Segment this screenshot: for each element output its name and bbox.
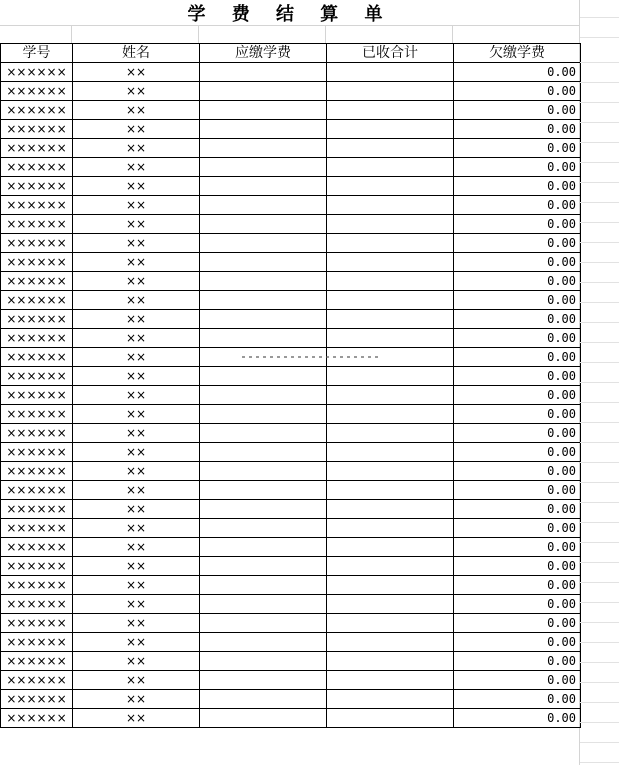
fee-due-cell[interactable] <box>200 120 327 139</box>
total-received-cell[interactable] <box>327 652 454 671</box>
fee-due-cell[interactable] <box>200 101 327 120</box>
student-id-cell[interactable]: ×××××× <box>1 272 73 291</box>
student-id-cell[interactable]: ×××××× <box>1 671 73 690</box>
name-cell[interactable]: ×× <box>73 63 200 82</box>
table-row <box>1 367 581 386</box>
total-received-cell[interactable] <box>327 82 454 101</box>
fee-owed-cell[interactable]: 0.00 <box>454 709 581 728</box>
name-cell[interactable]: ×× <box>73 652 200 671</box>
fee-owed-cell[interactable]: 0.00 <box>454 196 581 215</box>
name-cell[interactable]: ×× <box>73 405 200 424</box>
name-cell[interactable]: ×× <box>73 253 200 272</box>
name-cell[interactable]: ×× <box>73 500 200 519</box>
total-received-cell[interactable] <box>327 500 454 519</box>
fee-due-cell[interactable] <box>200 652 327 671</box>
fee-due-cell[interactable] <box>200 82 327 101</box>
fee-owed-cell[interactable]: 0.00 <box>454 652 581 671</box>
student-id-cell[interactable]: ×××××× <box>1 424 73 443</box>
fee-owed-cell[interactable]: 0.00 <box>454 424 581 443</box>
total-received-cell[interactable] <box>327 120 454 139</box>
total-received-cell[interactable] <box>327 633 454 652</box>
total-received-cell[interactable] <box>327 234 454 253</box>
student-id-cell[interactable]: ×××××× <box>1 177 73 196</box>
student-id-cell[interactable]: ×××××× <box>1 101 73 120</box>
student-id-cell[interactable]: ×××××× <box>1 614 73 633</box>
name-cell[interactable]: ×× <box>73 443 200 462</box>
fee-owed-cell[interactable]: 0.00 <box>454 253 581 272</box>
name-cell[interactable]: ×× <box>73 576 200 595</box>
total-received-cell[interactable] <box>327 177 454 196</box>
student-id-cell[interactable]: ×××××× <box>1 443 73 462</box>
total-received-cell[interactable] <box>327 443 454 462</box>
name-cell[interactable]: ×× <box>73 424 200 443</box>
student-id-cell[interactable]: ×××××× <box>1 462 73 481</box>
name-cell[interactable]: ×× <box>73 614 200 633</box>
name-cell[interactable]: ×× <box>73 215 200 234</box>
table-row <box>1 120 581 139</box>
fee-due-cell[interactable] <box>200 386 327 405</box>
name-cell[interactable]: ×× <box>73 690 200 709</box>
fee-owed-cell[interactable]: 0.00 <box>454 405 581 424</box>
fee-owed-cell[interactable]: 0.00 <box>454 443 581 462</box>
name-cell[interactable]: ×× <box>73 595 200 614</box>
fee-due-cell[interactable] <box>200 443 327 462</box>
fee-due-cell[interactable] <box>200 234 327 253</box>
blank-row <box>0 25 580 43</box>
table-row <box>1 215 581 234</box>
name-cell[interactable]: ×× <box>73 329 200 348</box>
student-id-cell[interactable]: ×××××× <box>1 557 73 576</box>
column-header-fee-owed[interactable]: 欠缴学费 <box>454 44 581 63</box>
fee-due-cell[interactable] <box>200 310 327 329</box>
fee-owed-cell[interactable]: 0.00 <box>454 63 581 82</box>
student-id-cell[interactable]: ×××××× <box>1 158 73 177</box>
table-row <box>1 709 581 728</box>
fee-owed-cell[interactable]: 0.00 <box>454 139 581 158</box>
total-received-cell[interactable] <box>327 310 454 329</box>
fee-due-cell[interactable] <box>200 481 327 500</box>
total-received-cell[interactable] <box>327 272 454 291</box>
total-received-cell[interactable] <box>327 101 454 120</box>
student-id-cell[interactable]: ×××××× <box>1 367 73 386</box>
column-header-fee-due[interactable]: 应缴学费 <box>200 44 327 63</box>
total-received-cell[interactable] <box>327 196 454 215</box>
table-row <box>1 462 581 481</box>
student-id-cell[interactable]: ×××××× <box>1 633 73 652</box>
table-row <box>1 443 581 462</box>
fee-due-cell[interactable] <box>200 709 327 728</box>
table-row <box>1 139 581 158</box>
table-row <box>1 424 581 443</box>
table-row <box>1 633 581 652</box>
total-received-cell[interactable] <box>327 63 454 82</box>
name-cell[interactable]: ×× <box>73 177 200 196</box>
fee-due-cell[interactable] <box>200 196 327 215</box>
total-received-cell[interactable] <box>327 329 454 348</box>
student-id-cell[interactable]: ×××××× <box>1 481 73 500</box>
table-row <box>1 82 581 101</box>
total-received-cell[interactable] <box>327 158 454 177</box>
fee-owed-cell[interactable]: 0.00 <box>454 671 581 690</box>
fee-owed-cell[interactable]: 0.00 <box>454 595 581 614</box>
fee-owed-cell[interactable]: 0.00 <box>454 291 581 310</box>
student-id-cell[interactable]: ×××××× <box>1 709 73 728</box>
column-header-name[interactable]: 姓名 <box>73 44 200 63</box>
name-cell[interactable]: ×× <box>73 519 200 538</box>
table-row <box>1 405 581 424</box>
name-cell[interactable]: ×× <box>73 481 200 500</box>
fee-due-cell[interactable] <box>200 538 327 557</box>
name-cell[interactable]: ×× <box>73 234 200 253</box>
table-row <box>1 519 581 538</box>
student-id-cell[interactable]: ×××××× <box>1 234 73 253</box>
name-cell[interactable]: ×× <box>73 386 200 405</box>
fee-owed-cell[interactable]: 0.00 <box>454 215 581 234</box>
table-row <box>1 595 581 614</box>
total-received-cell[interactable] <box>327 690 454 709</box>
fee-due-cell[interactable] <box>200 329 327 348</box>
fee-due-cell[interactable] <box>200 557 327 576</box>
fee-due-cell[interactable] <box>200 595 327 614</box>
fee-due-cell[interactable] <box>200 139 327 158</box>
total-received-cell[interactable] <box>327 291 454 310</box>
fee-due-cell[interactable] <box>200 462 327 481</box>
table-row <box>1 671 581 690</box>
fee-due-cell[interactable] <box>200 367 327 386</box>
name-cell[interactable]: ×× <box>73 272 200 291</box>
table-row <box>1 481 581 500</box>
name-cell[interactable]: ×× <box>73 538 200 557</box>
fee-due-cell[interactable] <box>200 272 327 291</box>
name-cell[interactable]: ×× <box>73 101 200 120</box>
table-row <box>1 63 581 82</box>
table-row <box>1 576 581 595</box>
name-cell[interactable]: ×× <box>73 557 200 576</box>
fee-owed-cell[interactable]: 0.00 <box>454 177 581 196</box>
table-row <box>1 310 581 329</box>
name-cell[interactable]: ×× <box>73 367 200 386</box>
student-id-cell[interactable]: ×××××× <box>1 120 73 139</box>
total-received-cell[interactable] <box>327 253 454 272</box>
student-id-cell[interactable]: ×××××× <box>1 595 73 614</box>
fee-owed-cell[interactable]: 0.00 <box>454 234 581 253</box>
table-row <box>1 101 581 120</box>
total-received-cell[interactable] <box>327 557 454 576</box>
fee-owed-cell[interactable]: 0.00 <box>454 500 581 519</box>
student-id-cell[interactable]: ×××××× <box>1 405 73 424</box>
table-row <box>1 500 581 519</box>
fee-due-cell[interactable] <box>200 500 327 519</box>
name-cell[interactable]: ×× <box>73 139 200 158</box>
table-row <box>1 177 581 196</box>
fee-owed-cell[interactable]: 0.00 <box>454 120 581 139</box>
student-id-cell[interactable]: ×××××× <box>1 652 73 671</box>
student-id-cell[interactable]: ×××××× <box>1 291 73 310</box>
fee-owed-cell[interactable]: 0.00 <box>454 329 581 348</box>
name-cell[interactable]: ×× <box>73 158 200 177</box>
name-cell[interactable]: ×× <box>73 633 200 652</box>
fee-due-cell[interactable] <box>200 671 327 690</box>
student-id-cell[interactable]: ×××××× <box>1 519 73 538</box>
column-header-student-id[interactable]: 学号 <box>1 44 73 63</box>
fee-owed-cell[interactable]: 0.00 <box>454 158 581 177</box>
name-cell[interactable]: ×× <box>73 671 200 690</box>
blank-cell[interactable] <box>326 25 453 43</box>
table-body <box>1 63 581 728</box>
fee-owed-cell[interactable]: 0.00 <box>454 614 581 633</box>
table-row <box>1 253 581 272</box>
fee-due-cell[interactable] <box>200 405 327 424</box>
student-id-cell[interactable]: ×××××× <box>1 329 73 348</box>
fee-owed-cell[interactable]: 0.00 <box>454 690 581 709</box>
fee-owed-cell[interactable]: 0.00 <box>454 272 581 291</box>
column-header-total-received[interactable]: 已收合计 <box>327 44 454 63</box>
fee-due-cell[interactable] <box>200 158 327 177</box>
table-row <box>1 158 581 177</box>
fee-due-cell[interactable] <box>200 291 327 310</box>
blank-cell[interactable] <box>453 25 580 43</box>
fee-due-cell[interactable] <box>200 177 327 196</box>
total-received-cell[interactable] <box>327 709 454 728</box>
total-received-cell[interactable] <box>327 576 454 595</box>
table-row <box>1 614 581 633</box>
total-received-cell[interactable] <box>327 671 454 690</box>
name-cell[interactable]: ×× <box>73 120 200 139</box>
fee-owed-cell[interactable]: 0.00 <box>454 557 581 576</box>
fee-owed-cell[interactable]: 0.00 <box>454 386 581 405</box>
fee-due-cell[interactable] <box>200 519 327 538</box>
name-cell[interactable]: ×× <box>73 196 200 215</box>
fee-owed-cell[interactable]: 0.00 <box>454 367 581 386</box>
fee-owed-cell[interactable]: 0.00 <box>454 576 581 595</box>
total-received-cell[interactable] <box>327 215 454 234</box>
fee-owed-cell[interactable]: 0.00 <box>454 519 581 538</box>
table-row <box>1 329 581 348</box>
fee-due-cell[interactable] <box>200 614 327 633</box>
table-row <box>1 196 581 215</box>
fee-due-cell[interactable] <box>200 253 327 272</box>
fee-owed-cell[interactable]: 0.00 <box>454 462 581 481</box>
total-received-cell[interactable] <box>327 519 454 538</box>
total-received-cell[interactable] <box>327 595 454 614</box>
student-id-cell[interactable]: ×××××× <box>1 348 73 367</box>
fee-due-cell[interactable] <box>200 63 327 82</box>
name-cell[interactable]: ×× <box>73 462 200 481</box>
blank-cell[interactable] <box>72 25 199 43</box>
total-received-cell[interactable] <box>327 538 454 557</box>
name-cell[interactable]: ×× <box>73 709 200 728</box>
total-received-cell[interactable] <box>327 367 454 386</box>
student-id-cell[interactable]: ×××××× <box>1 386 73 405</box>
fee-owed-cell[interactable]: 0.00 <box>454 101 581 120</box>
name-cell[interactable]: ×× <box>73 82 200 101</box>
student-id-cell[interactable]: ×××××× <box>1 139 73 158</box>
total-received-cell[interactable] <box>327 424 454 443</box>
total-received-cell[interactable] <box>327 405 454 424</box>
table-row <box>1 652 581 671</box>
student-id-cell[interactable]: ×××××× <box>1 196 73 215</box>
student-id-cell[interactable]: ×××××× <box>1 215 73 234</box>
name-cell[interactable]: ×× <box>73 291 200 310</box>
student-id-cell[interactable]: ×××××× <box>1 253 73 272</box>
dashed-line-artifact <box>242 356 382 358</box>
table-row <box>1 538 581 557</box>
name-cell[interactable]: ×× <box>73 310 200 329</box>
student-id-cell[interactable]: ×××××× <box>1 500 73 519</box>
blank-cell[interactable] <box>0 25 72 43</box>
total-received-cell[interactable] <box>327 462 454 481</box>
fee-owed-cell[interactable]: 0.00 <box>454 82 581 101</box>
fee-due-cell[interactable] <box>200 576 327 595</box>
table-row <box>1 291 581 310</box>
fee-owed-cell[interactable]: 0.00 <box>454 538 581 557</box>
student-id-cell[interactable]: ×××××× <box>1 310 73 329</box>
fee-owed-cell[interactable]: 0.00 <box>454 310 581 329</box>
blank-cell[interactable] <box>199 25 326 43</box>
fee-due-cell[interactable] <box>200 424 327 443</box>
student-id-cell[interactable]: ×××××× <box>1 63 73 82</box>
header-row <box>1 44 581 63</box>
student-id-cell[interactable]: ×××××× <box>1 576 73 595</box>
total-received-cell[interactable] <box>327 386 454 405</box>
total-received-cell[interactable] <box>327 481 454 500</box>
table-row <box>1 690 581 709</box>
table-row <box>1 234 581 253</box>
student-id-cell[interactable]: ×××××× <box>1 690 73 709</box>
fee-owed-cell[interactable]: 0.00 <box>454 348 581 367</box>
tuition-table <box>0 43 581 728</box>
fee-due-cell[interactable] <box>200 690 327 709</box>
fee-owed-cell[interactable]: 0.00 <box>454 633 581 652</box>
student-id-cell[interactable]: ×××××× <box>1 538 73 557</box>
student-id-cell[interactable]: ×××××× <box>1 82 73 101</box>
table-row <box>1 557 581 576</box>
fee-due-cell[interactable] <box>200 633 327 652</box>
adjacent-column <box>580 0 619 765</box>
total-received-cell[interactable] <box>327 139 454 158</box>
fee-owed-cell[interactable]: 0.00 <box>454 481 581 500</box>
name-cell[interactable]: ×× <box>73 348 200 367</box>
fee-due-cell[interactable] <box>200 215 327 234</box>
table-row <box>1 272 581 291</box>
page-title: 学 费 结 算 单 <box>0 0 580 26</box>
total-received-cell[interactable] <box>327 614 454 633</box>
table-row <box>1 386 581 405</box>
